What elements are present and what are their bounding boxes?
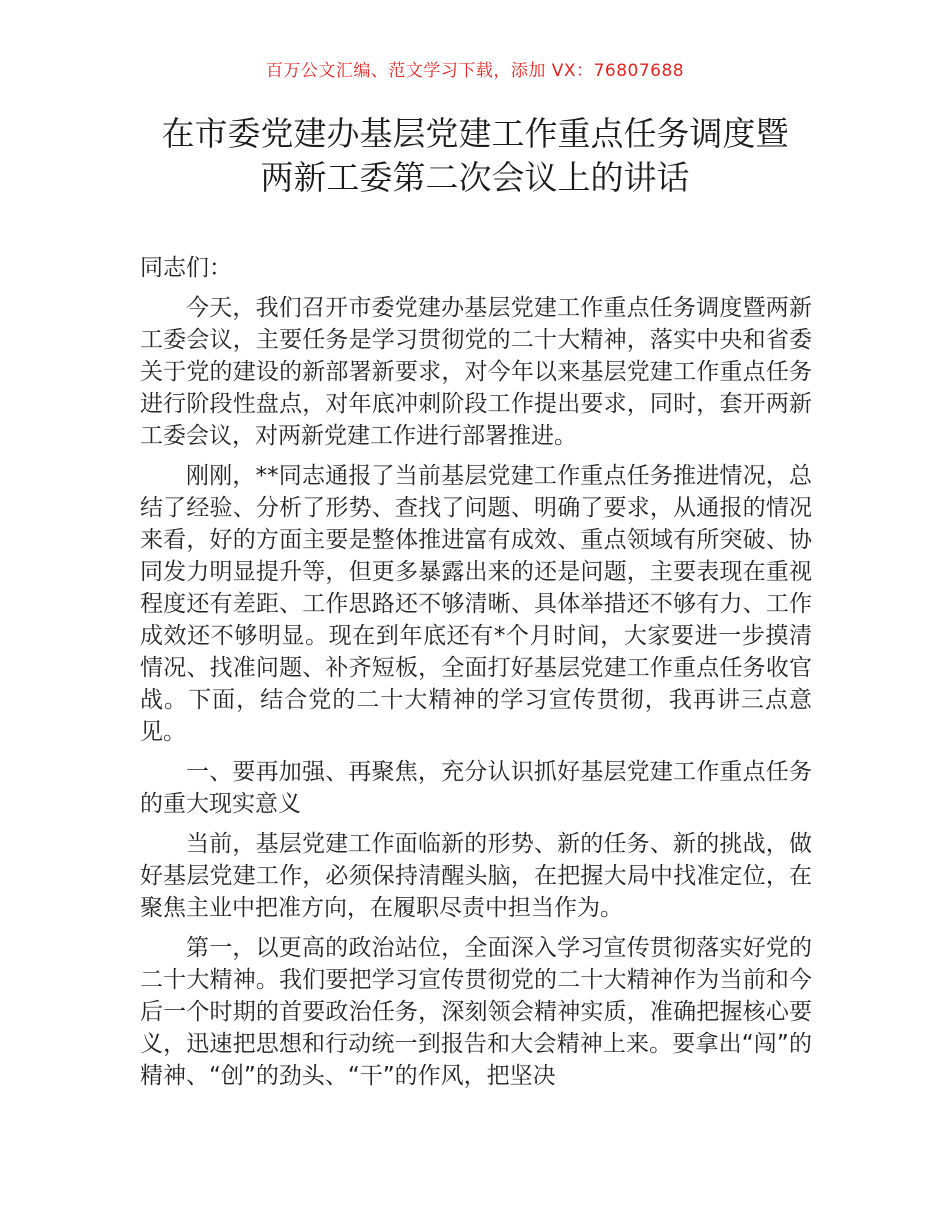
watermark-header: 百万公文汇编、范文学习下载，添加 VX：76807688 xyxy=(265,61,685,81)
section-heading-one: 一、要再加强、再聚焦，充分认识抓好基层党建工作重点任务的重大现实意义 xyxy=(140,759,812,817)
document-title xyxy=(120,112,830,200)
paragraph-report-summary: 刚刚，**同志通报了当前基层党建工作重点任务推进情况，总结了经验、分析了形势、查找了问题、明确了要求，从通报的情况来看，好的方面主要是整体推进富有成效、重点领域有所突破、协同发力明显提升等，但更多暴露出来的还是问题，主要表现在重视程度还有差距、工作思路还不够清晰、具体举措还不够有力、工作成效还不够明显。现在到年底还有*个月时间，大家要进一步摸清情况、找准问题、补齐短板，全面打好基层党建工作重点任务收官战。下面，结合党的二十大精神的学习宣传贯彻，我再讲三点意见。 xyxy=(140,463,812,745)
paragraph-intro: 今天，我们召开市委党建办基层党建工作重点任务调度暨两新工委会议，主要任务是学习贯彻党的二十大精神，落实中央和省委关于党的建设的新部署新要求，对今年以来基层党建工作重点任务进行阶段性盘点，对年底冲刺阶段工作提出要求，同时，套开两新工委会议，对两新党建工作进行部署推进。 xyxy=(140,295,812,449)
document-title-line-1: 在市委党建办基层党建工作重点任务调度暨 xyxy=(161,114,789,153)
paragraph-current-situation: 当前，基层党建工作面临新的形势、新的任务、新的挑战，做好基层党建工作，必须保持清醒头脑，在把握大局中找准定位，在聚焦主业中把准方向，在履职尽责中担当作为。 xyxy=(140,831,812,921)
paragraph-point-one: 第一，以更高的政治站位，全面深入学习宣传贯彻落实好党的二十大精神。我们要把学习宣传贯彻党的二十大精神作为当前和今后一个时期的首要政治任务，深刻领会精神实质，准确把握核心要义，迅速把思想和行动统一到报告和大会精神上来。要拿出“闯”的精神、“创”的劲头、“干”的作风，把坚决 xyxy=(140,935,812,1089)
document-title-line-2: 两新工委第二次会议上的讲话 xyxy=(260,158,690,197)
document-body xyxy=(140,252,812,1100)
salutation: 同志们： xyxy=(140,255,232,281)
